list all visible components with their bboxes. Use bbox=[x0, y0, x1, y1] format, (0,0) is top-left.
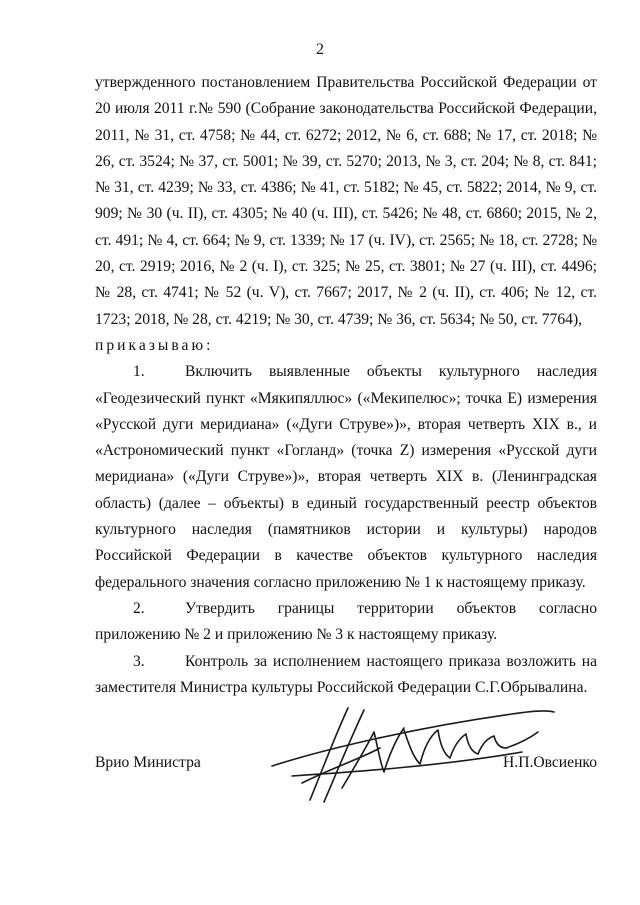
item-text: Включить выявленные объекты культурного наследия «Геодезический пункт «Мякипяллюс» («Мекипелюс»; точка Е) измерения «Русской дуги меридиана» («Дуги Струве»)», вторая четверть XIX в., и «Астрономический пункт «Гогланд» (точка Z) измерения «Русской дуги меридиана» («Дуги Струве»)», вторая четверть XIX в. (Ленинградская область) (далее – объекты) в единый государственный реестр объектов культурного наследия (памятников истории и культуры) народов Российской Федерации в качестве объектов культурного наследия федерального значения согласно приложению № 1 к настоящему приказу. bbox=[95, 363, 597, 591]
document-body bbox=[95, 70, 597, 701]
intro-paragraph: утвержденного постановлением Правительства Российской Федерации от 20 июля 2011 г.№ 590 (Собрание законодательства Российской Федерации, 2011, № 31, ст. 4758; № 44, ст. 6272; 2012, № 6, ст. 688; № 17, ст. 2018; № 26, ст. 3524; № 37, ст. 5001; № 39, ст. 5270; 2013, № 3, ст. 204; № 8, ст. 841; № 31, ст. 4239; № 33, ст. 4386; № 41, ст. 5182; № 45, ст. 5822; 2014, № 9, ст. 909; № 30 (ч. II), ст. 4305; № 40 (ч. III), ст. 5426; № 48, ст. 6860; 2015, № 2, ст. 491; № 4, ст. 664; № 9, ст. 1339; № 17 (ч. IV), ст. 2565; № 18, ст. 2728; № 20, ст. 2919; 2016, № 2 (ч. I), ст. 325; № 25, ст. 3801; № 27 (ч. III), ст. 4496; № 28, ст. 4741; № 52 (ч. V), ст. 7667; 2017, № 2 (ч. II), ст. 406; № 12, ст. 1723; 2018, № 28, ст. 4219; № 30, ст. 4739; № 36, ст. 5634; № 50, ст. 7764), bbox=[95, 74, 597, 328]
signatory-name: Н.П.Овсиенко bbox=[503, 754, 597, 771]
item-text: Утвердить границы территории объектов согласно приложению № 2 и приложению № 3 к настоящему приказу. bbox=[95, 599, 597, 644]
item-number: 3. bbox=[133, 652, 145, 670]
item-number: 2. bbox=[133, 599, 145, 617]
signatory-position: Врио Министра bbox=[95, 754, 201, 771]
page-number: 2 bbox=[316, 41, 324, 58]
numbered-item-2 bbox=[95, 596, 597, 649]
handwritten-signature bbox=[262, 688, 562, 808]
numbered-item-1 bbox=[95, 359, 597, 596]
item-number: 1. bbox=[133, 363, 145, 381]
order-word: приказываю: bbox=[95, 336, 214, 354]
item-text: Контроль за исполнением настоящего приказа возложить на заместителя Министра культуры Российской Федерации С.Г.Обрывалина. bbox=[95, 652, 597, 696]
